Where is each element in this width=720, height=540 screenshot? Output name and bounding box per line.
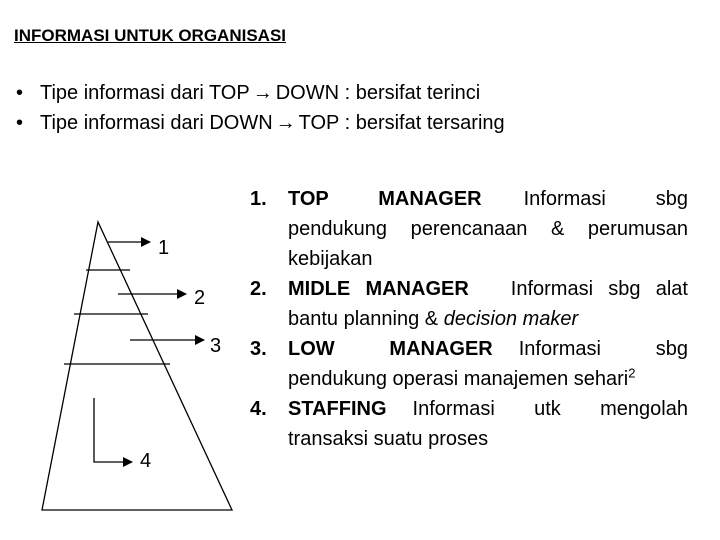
item-text: Informasi sbg pendukung perencanaan & perumusan kebijakan xyxy=(288,188,688,270)
pyramid-label-3: 3 xyxy=(210,335,222,357)
list-item xyxy=(250,394,688,454)
list-item xyxy=(250,334,688,394)
item-text-italic: decision maker xyxy=(443,308,579,330)
bullet-text: DOWN : bersifat terinci xyxy=(275,82,481,104)
management-level-list xyxy=(250,184,688,454)
arrow-right-icon: → xyxy=(275,112,296,134)
item-role: LOW MANAGER xyxy=(288,338,493,360)
item-text: Informasi sbg alat bantu planning & xyxy=(288,278,688,330)
slide-title: INFORMASI UNTUK ORGANISASI xyxy=(14,26,286,45)
pyramid-label-1: 1 xyxy=(158,237,170,259)
item-text: Informasi utk mengolah transaksi suatu proses xyxy=(288,398,688,450)
pyramid-outline xyxy=(42,222,232,510)
item-number: 1. xyxy=(250,188,267,210)
item-number: 4. xyxy=(250,398,267,420)
item-superscript: 2 xyxy=(628,365,636,381)
item-number: 3. xyxy=(250,338,267,360)
item-text: Informasi sbg pendukung operasi manajemen sehari xyxy=(288,338,688,390)
bullet-text: Tipe informasi dari DOWN xyxy=(40,112,273,134)
item-number: 2. xyxy=(250,278,267,300)
bullet-dot-icon: • xyxy=(16,82,24,104)
pyramid-label-2: 2 xyxy=(194,287,206,309)
item-role: TOP MANAGER xyxy=(288,188,482,210)
item-role: MIDLE MANAGER xyxy=(288,278,469,300)
arrow-right-icon: → xyxy=(252,82,273,104)
item-role: STAFFING xyxy=(288,398,387,420)
bullet-dot-icon: • xyxy=(16,112,24,134)
list-item xyxy=(250,184,688,274)
bullet-text: TOP : bersifat tersaring xyxy=(298,112,505,134)
pyramid-label-4: 4 xyxy=(140,450,152,472)
bullet-text: Tipe informasi dari TOP xyxy=(40,82,250,104)
list-item xyxy=(250,274,688,334)
pyramid-pointer-4 xyxy=(94,398,132,462)
